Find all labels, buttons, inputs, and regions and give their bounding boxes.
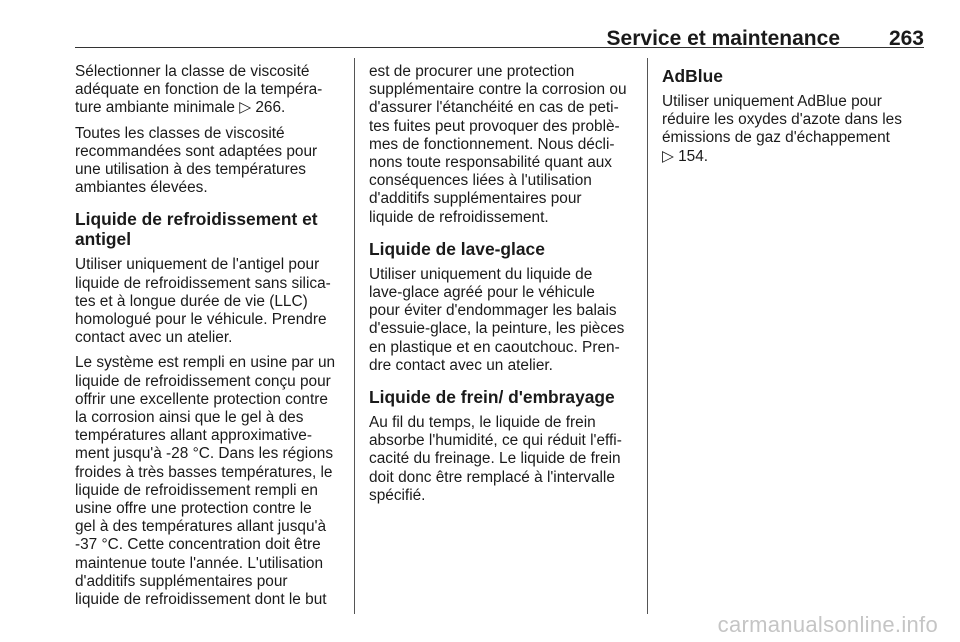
heading-coolant: Liquide de refroidissement et antigel	[75, 209, 318, 250]
paragraph-coolant-factory: Le système est rempli en usine par un liquide de refroidissement conçu pour offrir une excellente protection contre la corrosion ainsi que le gel à des températures allant approximative- ment jusqu'à -28 °C. Dans les régions froides à très basses températures, le liquide de refroidissement rempli en usine offre une protection contre le gel à des températures allant jusqu'à -37 °C. Cette concentration doit être maintenue toute l'année. L'utilisation d'additifs supplémentaires pour liquide de refroidissement dont le but	[75, 354, 336, 609]
heading-washer-fluid: Liquide de lave-glace	[369, 238, 545, 259]
text-column-1	[75, 63, 343, 616]
paragraph-coolant-antifreeze: Utiliser uniquement de l'antigel pour liquide de refroidissement sans silica- tes et à longue durée de vie (LLC) homologué pour le véhicule. Prendre contact avec un atelier.	[75, 256, 331, 347]
paragraph-washer-fluid: Utiliser uniquement du liquide de lave-glace agréé pour le véhicule pour éviter d'endommager les balais d'essuie-glace, la peinture, les pièces en plastique et en caoutchouc. Pren- dre contact avec un atelier.	[369, 265, 625, 374]
section-title: Service et maintenance	[606, 27, 840, 50]
paragraph-viscosity-all: Toutes les classes de viscosité recommandées sont adaptées pour une utilisation à des températures ambiantes élevées.	[75, 124, 318, 197]
heading-adblue: AdBlue	[662, 66, 723, 86]
column-divider-1	[354, 58, 355, 614]
page-number: 263	[888, 27, 924, 50]
paragraph-brake-fluid: Au fil du temps, le liquide de frein absorbe l'humidité, ce qui réduit l'effi- cacité du freinage. Le liquide de frein doit donc être remplacé à l'intervalle spécifié.	[369, 414, 622, 504]
text-column-2	[369, 63, 637, 512]
column-divider-2	[647, 58, 648, 614]
watermark: carmanualsonline.info	[717, 612, 938, 637]
header-rule	[75, 47, 924, 48]
paragraph-coolant-additives: est de procurer une protection supplémentaire contre la corrosion ou d'assurer l'étanchéité en cas de peti- tes fuites peut provoquer des problè- mes de fonctionnement. Nous décli- nons toute responsabilité quant aux conséquences liées à l'utilisation d'additifs supplémentaires pour liquide de refroidissement.	[369, 63, 627, 226]
page-header	[0, 24, 960, 56]
paragraph-viscosity-class: Sélectionner la classe de viscosité adéquate en fonction de la tempéra- ture ambiante minimale ▷ 266.	[75, 63, 323, 117]
text-column-3	[662, 63, 924, 173]
paragraph-adblue: Utiliser uniquement AdBlue pour réduire les oxydes d'azote dans les émissions de gaz d'échappement ▷ 154.	[662, 93, 902, 165]
heading-brake-clutch-fluid: Liquide de frein/ d'embrayage	[369, 387, 615, 408]
